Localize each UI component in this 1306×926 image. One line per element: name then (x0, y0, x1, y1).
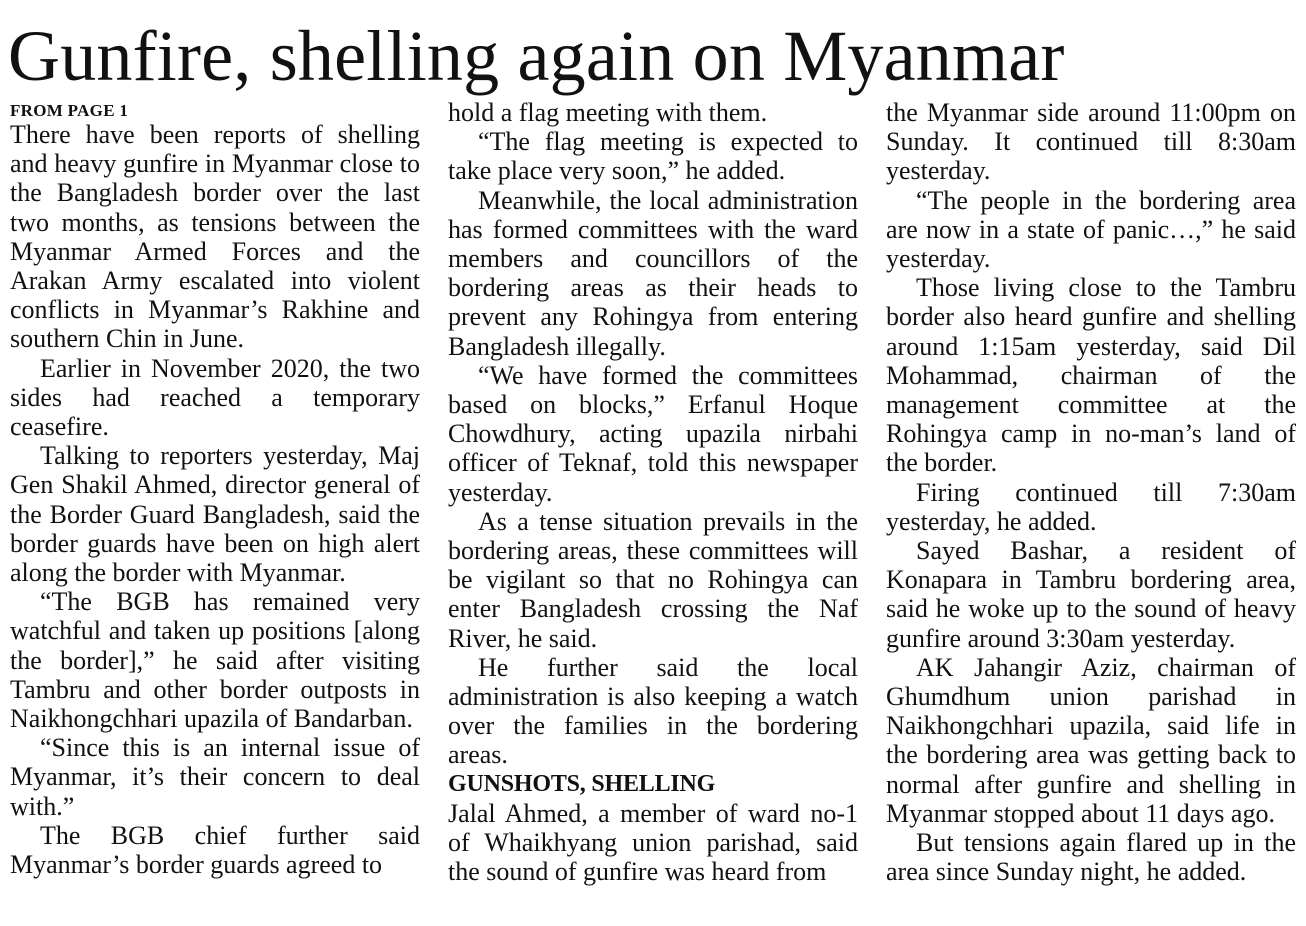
paragraph: The BGB chief further said Myanmar’s border guards agreed to (10, 820, 420, 880)
paragraph: As a tense situation prevails in the bordering areas, these committees will be vigilant so that no Rohingya can enter Bangladesh crossing the Naf River, he said. (448, 506, 858, 653)
article-column-2 (448, 98, 858, 886)
paragraph: Talking to reporters yesterday, Maj Gen Shakil Ahmed, director general of the Border Guard Bangladesh, said the border guards have been on high alert along the border with Myanmar. (10, 441, 420, 588)
paragraph: Jalal Ahmed, a member of ward no-1 of Whaikhyang union parishad, said the sound of gunfire was heard from (448, 798, 858, 887)
paragraph: “Since this is an internal issue of Myanmar, it’s their concern to deal with.” (10, 733, 420, 821)
headline: Gunfire, shelling again on Myanmar (8, 16, 1065, 96)
paragraph: AK Jahangir Aziz, chairman of Ghumdhum union parishad in Naikhongchhari upazila, said life in the bordering area was getting back to normal after gunfire and shelling in Myanmar stopped about 11 days ago. (886, 652, 1296, 828)
paragraph: the Myanmar side around 11:00pm on Sunday. It continued till 8:30am yesterday. (886, 98, 1296, 186)
paragraph: “The flag meeting is expected to take place very soon,” he added. (448, 127, 858, 186)
paragraph: He further said the local administration is also keeping a watch over the families in the bordering areas. (448, 652, 858, 770)
paragraph: Those living close to the Tambru border also heard gunfire and shelling around 1:15am yesterday, said Dil Mohammad, chairman of the management committee at the Rohingya camp in no-man’s land of the border. (886, 273, 1296, 478)
article-column-1 (10, 98, 420, 879)
article-column-3 (886, 98, 1296, 886)
continuation-kicker: FROM PAGE 1 (10, 101, 129, 120)
section-subhead: GUNSHOTS, SHELLING (448, 770, 716, 797)
paragraph: “The people in the bordering area are now in a state of panic…,” he said yesterday. (886, 185, 1296, 274)
paragraph: There have been reports of shelling and heavy gunfire in Myanmar close to the Bangladesh border over the last two months, as tensions between the Myanmar Armed Forces and the Arakan Army escalated into violent conflicts in Myanmar’s Rakhine and southern Chin in June. (10, 120, 420, 354)
paragraph: But tensions again flared up in the area since Sunday night, he added. (886, 828, 1296, 887)
paragraph: “The BGB has remained very watchful and taken up positions [along the border],” he said after visiting Tambru and other border outposts in Naikhongchhari upazila of Bandarban. (10, 587, 420, 734)
paragraph: Earlier in November 2020, the two sides had reached a temporary ceasefire. (10, 353, 420, 442)
paragraph: Meanwhile, the local administration has formed committees with the ward members and councillors of the bordering areas as their heads to prevent any Rohingya from entering Bangladesh illegally. (448, 185, 858, 361)
paragraph: Firing continued till 7:30am yesterday, he added. (886, 477, 1296, 536)
paragraph: “We have formed the committees based on blocks,” Erfanul Hoque Chowdhury, acting upazila nirbahi officer of Teknaf, told this newspaper yesterday. (448, 360, 858, 507)
paragraph: hold a flag meeting with them. (448, 98, 768, 127)
paragraph: Sayed Bashar, a resident of Konapara in Tambru bordering area, said he woke up to the sound of heavy gunfire around 3:30am yesterday. (886, 536, 1296, 653)
